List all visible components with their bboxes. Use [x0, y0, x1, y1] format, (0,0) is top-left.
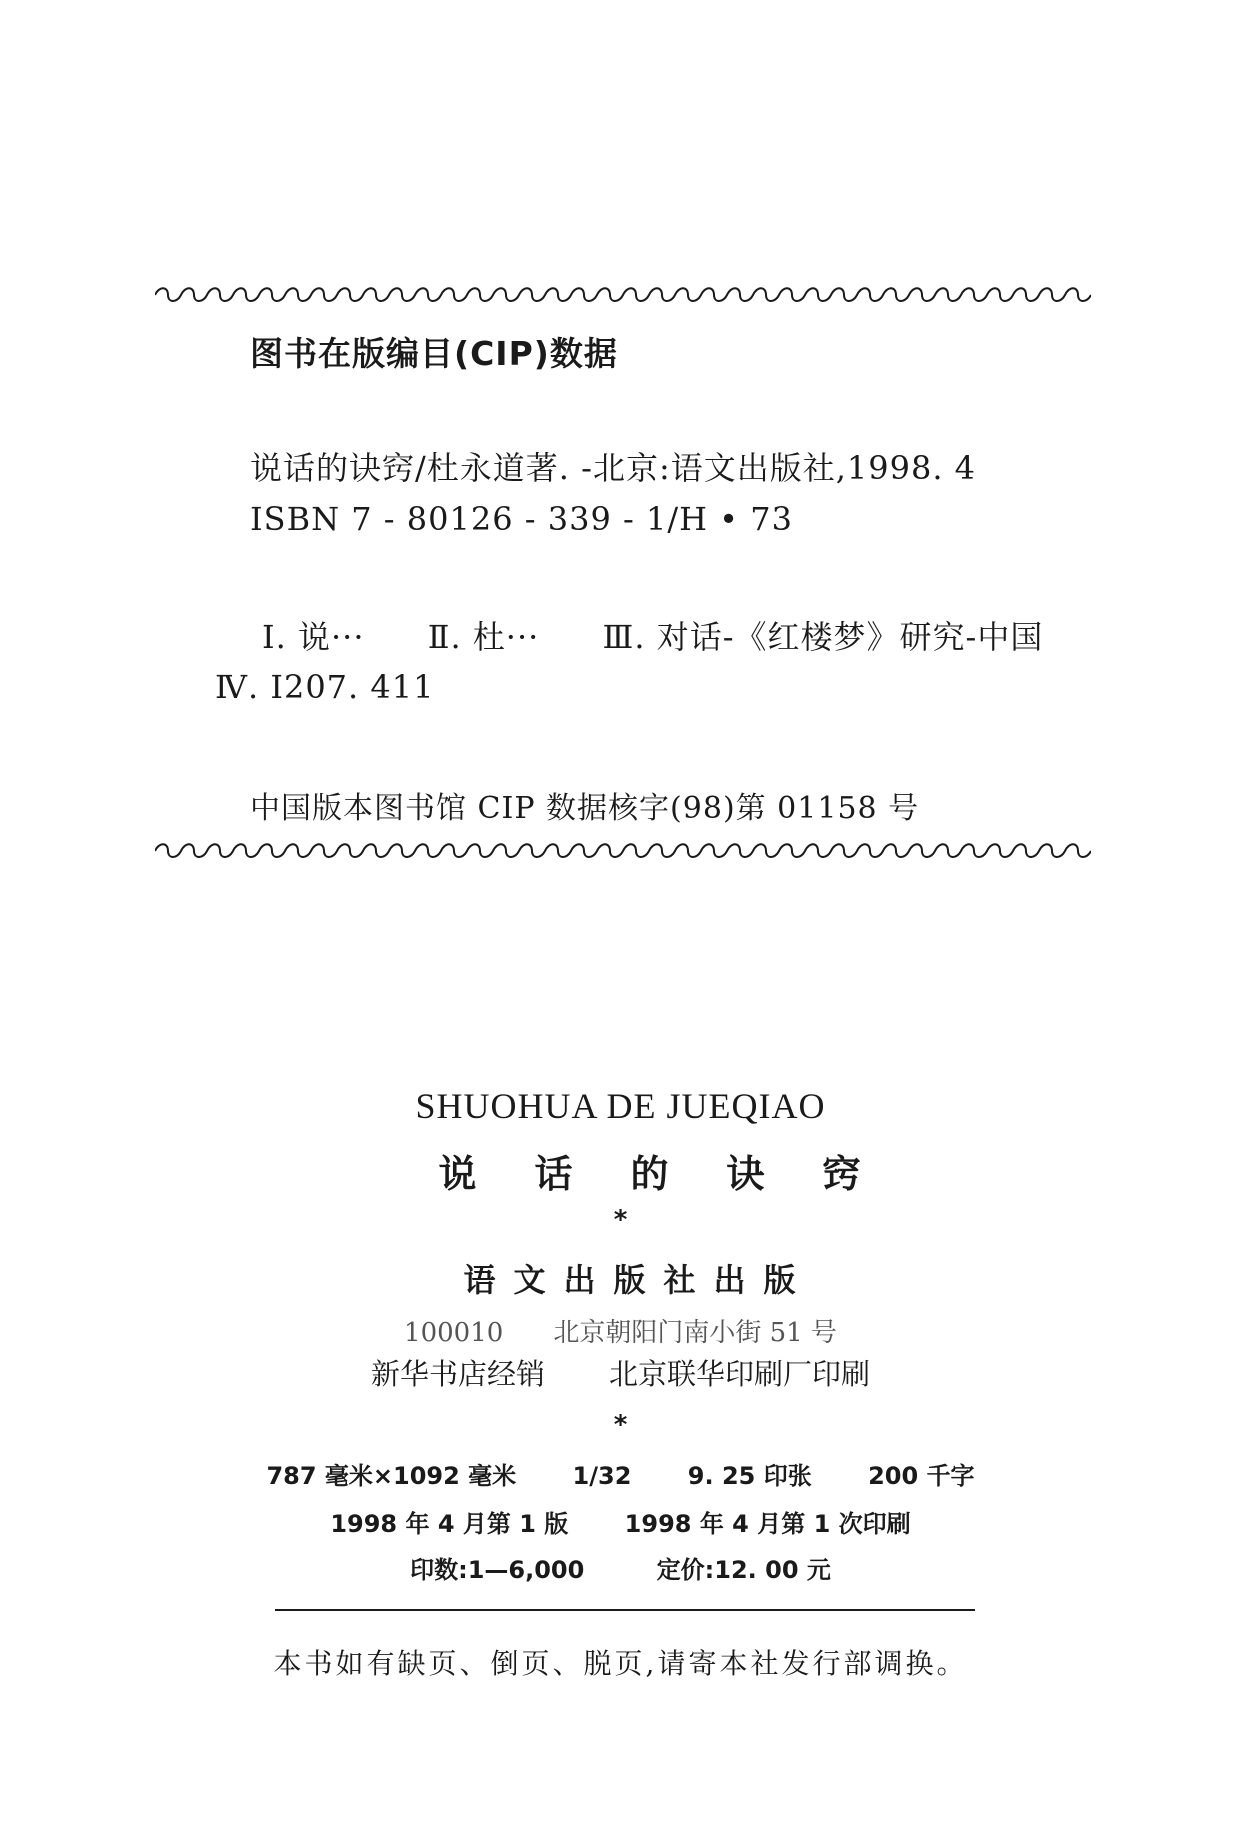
- street-address: 北京朝阳门南小街 51 号: [553, 1318, 837, 1348]
- cip-bibliographic-line: 说话的诀窍/杜永道著. -北京:语文出版社,1998. 4: [250, 449, 977, 487]
- distributor: 新华书店经销: [370, 1357, 545, 1391]
- word-count: 200 千字: [868, 1462, 975, 1490]
- paper-format: 787 毫米×1092 毫米: [266, 1462, 517, 1490]
- cip-heading: 图书在版编目(CIP)数据: [250, 334, 618, 373]
- star-divider: *: [613, 1205, 628, 1235]
- cip-classification-line: [262, 612, 1043, 658]
- printer: 北京联华印刷厂印刷: [609, 1357, 871, 1391]
- cip-class-1: Ⅰ. 说···: [262, 618, 365, 656]
- book-title: 说话的诀窍: [438, 1152, 919, 1196]
- printing: 1998 年 4 月第 1 次印刷: [624, 1510, 911, 1538]
- cip-record-number: 中国版本图书馆 CIP 数据核字(98)第 01158 号: [250, 791, 920, 826]
- star-divider: *: [613, 1410, 628, 1440]
- cip-class-3: Ⅲ. 对话-《红楼梦》研究-中国: [602, 618, 1044, 656]
- folio: 1/32: [572, 1462, 632, 1490]
- price: 定价:12. 00 元: [656, 1556, 831, 1584]
- postcode: 100010: [404, 1318, 504, 1348]
- price-line: [0, 1550, 1241, 1585]
- cip-class-2: Ⅱ. 杜···: [427, 618, 540, 656]
- publisher-line: 语文出版社出版: [463, 1261, 814, 1299]
- divider-rule: [275, 1609, 975, 1611]
- edition: 1998 年 4 月第 1 版: [330, 1510, 569, 1538]
- print-run: 印数:1—6,000: [410, 1556, 585, 1584]
- pinyin-title: SHUOHUA DE JUEQIAO: [415, 1086, 826, 1126]
- printed-sheets: 9. 25 印张: [687, 1462, 812, 1490]
- format-line: [0, 1456, 1241, 1491]
- cip-class-number: Ⅳ. I207. 411: [215, 668, 435, 706]
- replacement-notice: 本书如有缺页、倒页、脱页,请寄本社发行部调换。: [273, 1647, 968, 1680]
- edition-line: [0, 1504, 1241, 1539]
- cip-isbn-line: ISBN 7 - 80126 - 339 - 1/H • 73: [250, 500, 793, 538]
- decorative-border-bottom: [155, 840, 1091, 862]
- publisher-address: [0, 1312, 1241, 1349]
- decorative-border-top: [155, 284, 1091, 306]
- distribution-line: [0, 1352, 1241, 1393]
